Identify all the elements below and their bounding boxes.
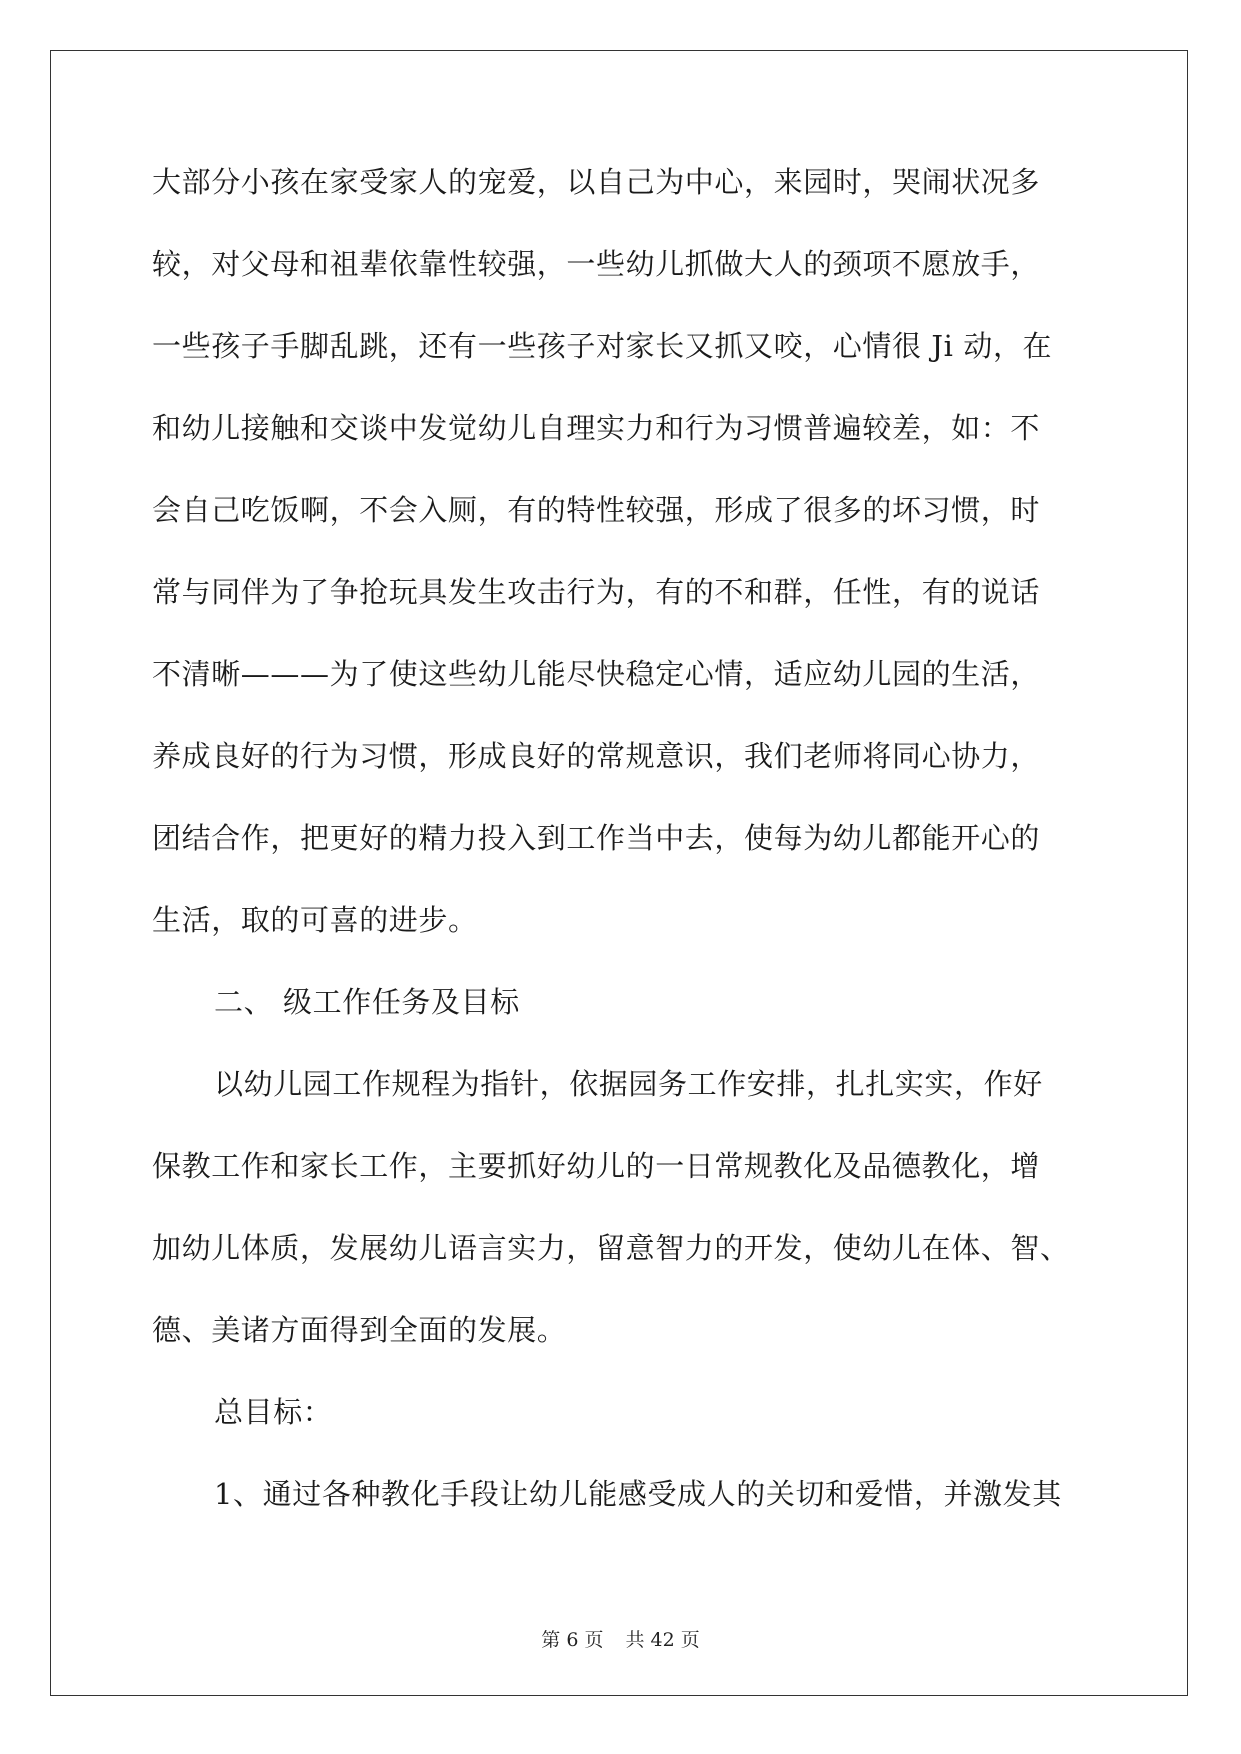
text-line: 一些孩子手脚乱跳，还有一些孩子对家长又抓又咬，心情很 Ji 动，在 <box>152 329 1053 363</box>
text-line: 常与同伴为了争抢玩具发生攻击行为，有的不和群，任性，有的说话 <box>152 575 1041 609</box>
text-line: 1、通过各种教化手段让幼儿能感受成人的关切和爱惜，并激发其 <box>214 1477 1062 1511</box>
text-line: 较，对父母和祖辈依靠性较强，一些幼儿抓做大人的颈项不愿放手， <box>152 247 1041 281</box>
text-line: 养成良好的行为习惯，形成良好的常规意识，我们老师将同心协力， <box>152 739 1041 773</box>
text-line: 以幼儿园工作规程为指针，依据园务工作安排，扎扎实实，作好 <box>214 1067 1043 1101</box>
text-line: 大部分小孩在家受家人的宠爱，以自己为中心，来园时，哭闹状况多 <box>152 165 1041 199</box>
text-line: 不清晰———为了使这些幼儿能尽快稳定心情，适应幼儿园的生活， <box>152 657 1041 691</box>
page-total: 共 42 页 <box>625 1629 700 1651</box>
page-footer <box>0 1625 1241 1652</box>
text-line: 团结合作，把更好的精力投入到工作当中去，使每为幼儿都能开心的 <box>152 821 1041 855</box>
document-body <box>152 162 1090 1556</box>
text-line: 生活，取的可喜的进步。 <box>152 903 478 937</box>
subheading: 总目标： <box>214 1395 333 1429</box>
text-line: 保教工作和家长工作，主要抓好幼儿的一日常规教化及品德教化，增 <box>152 1149 1041 1183</box>
text-line: 会自己吃饭啊，不会入厕，有的特性较强，形成了很多的坏习惯，时 <box>152 493 1041 527</box>
text-line: 德、美诸方面得到全面的发展。 <box>152 1313 567 1347</box>
text-line: 加幼儿体质，发展幼儿语言实力，留意智力的开发，使幼儿在体、智、 <box>152 1231 1070 1265</box>
text-line: 和幼儿接触和交谈中发觉幼儿自理实力和行为习惯普遍较差，如：不 <box>152 411 1041 445</box>
section-heading: 二、 级工作任务及目标 <box>214 985 520 1019</box>
page-number: 第 6 页 <box>541 1629 604 1651</box>
